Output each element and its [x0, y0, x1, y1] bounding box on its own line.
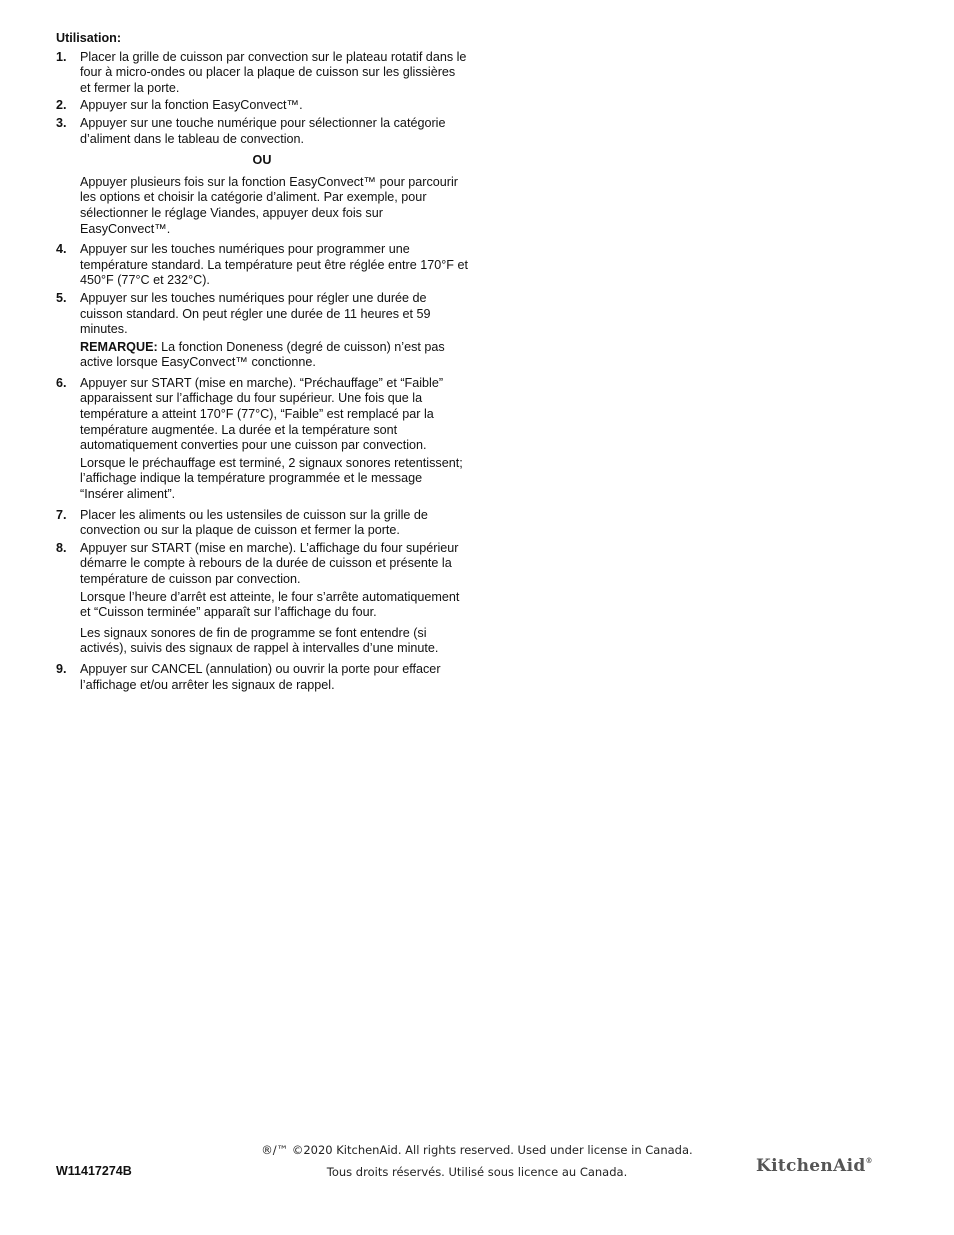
step-4: [56, 242, 468, 289]
registered-mark: ®: [865, 1156, 873, 1165]
step-text: Appuyer sur les touches numériques pour programmer une température standard. La température peut être réglée entre 170°F et 450°F (77°C et 232°C).: [80, 242, 468, 288]
step-number: 4.: [56, 242, 67, 257]
step-text: Appuyer sur CANCEL (annulation) ou ouvrir la porte pour effacer l’affichage et/ou arrêter les signaux de rappel.: [80, 661, 441, 692]
step-number: 6.: [56, 375, 67, 390]
step-3-alternative: Appuyer plusieurs fois sur la fonction EasyConvect™ pour parcourir les options et choisir la catégorie d’aliment. Par exemple, pour sélectionner le réglage Viandes, appuyer deux fois sur EasyConvect™.: [80, 174, 458, 236]
step-5: [56, 291, 468, 338]
step-number: 1.: [56, 49, 67, 64]
step-1: [56, 50, 468, 97]
step-number: 2.: [56, 98, 67, 113]
usage-instructions: [56, 31, 468, 695]
step-6-detail: Lorsque le préchauffage est terminé, 2 signaux sonores retentissent; l’affichage indique la température programmée et le message “Insérer aliment”.: [80, 455, 463, 502]
step-text: Placer les aliments ou les ustensiles de cuisson sur la grille de convection ou sur la plaque de cuisson et fermer la porte.: [80, 507, 428, 538]
step-8-detail-2: Les signaux sonores de fin de programme se font entendre (si activés), suivis des signaux de rappel à intervalles d’une minute.: [80, 625, 439, 656]
legal-notice-en: ®/™ ©2020 KitchenAid. All rights reserved. Used under license in Canada.: [261, 1143, 693, 1157]
step-text: Placer la grille de cuisson par convection sur le plateau rotatif dans le four à micro-ondes ou placer la plaque de cuisson sur les glissières et fermer la porte.: [80, 49, 467, 95]
step-number: 7.: [56, 507, 67, 522]
step-number: 8.: [56, 540, 67, 555]
step-text: Appuyer sur START (mise en marche). “Préchauffage” et “Faible” apparaissent sur l’affichage du four supérieur. Une fois que la température a atteint 170°F (77°C), “Faible” est remplacé par la température augmentée. La durée et la température sont automatiquement converties pour une cuisson par convection.: [80, 375, 444, 453]
step-number: 5.: [56, 290, 67, 305]
brand-logo: [756, 1156, 873, 1176]
step-2: [56, 98, 468, 114]
step-text: Appuyer sur les touches numériques pour régler une durée de cuisson standard. On peut régler une durée de 11 heures et 59 minutes.: [80, 290, 431, 337]
or-separator: OU: [252, 153, 272, 168]
step-6: [56, 376, 468, 454]
legal-notice-fr: Tous droits réservés. Utilisé sous licence au Canada.: [326, 1165, 628, 1179]
step-text: Appuyer sur START (mise en marche). L’affichage du four supérieur démarre le compte à rebours de la durée de cuisson et présente la température de cuisson par convection.: [80, 540, 459, 586]
step-5-note: [56, 340, 468, 371]
section-heading: Utilisation:: [56, 31, 122, 45]
step-3: [56, 116, 468, 147]
document-code: W11417274B: [56, 1164, 132, 1178]
step-9: [56, 662, 468, 693]
step-8: [56, 541, 468, 588]
note-label: REMARQUE:: [80, 339, 158, 354]
step-number: 3.: [56, 115, 67, 130]
step-8-detail-1: Lorsque l’heure d’arrêt est atteinte, le four s’arrête automatiquement et “Cuisson terminée” apparaît sur l’affichage du four.: [80, 589, 460, 620]
step-number: 9.: [56, 661, 67, 676]
step-text: Appuyer sur une touche numérique pour sélectionner la catégorie d’aliment dans le tableau de convection.: [80, 115, 446, 146]
step-text: Appuyer sur la fonction EasyConvect™.: [80, 98, 303, 113]
brand-name: KitchenAid: [756, 1156, 866, 1176]
note-text: La fonction Doneness (degré de cuisson) n’est pas active lorsque EasyConvect™ conctionne.: [80, 339, 445, 370]
step-7: [56, 508, 468, 539]
